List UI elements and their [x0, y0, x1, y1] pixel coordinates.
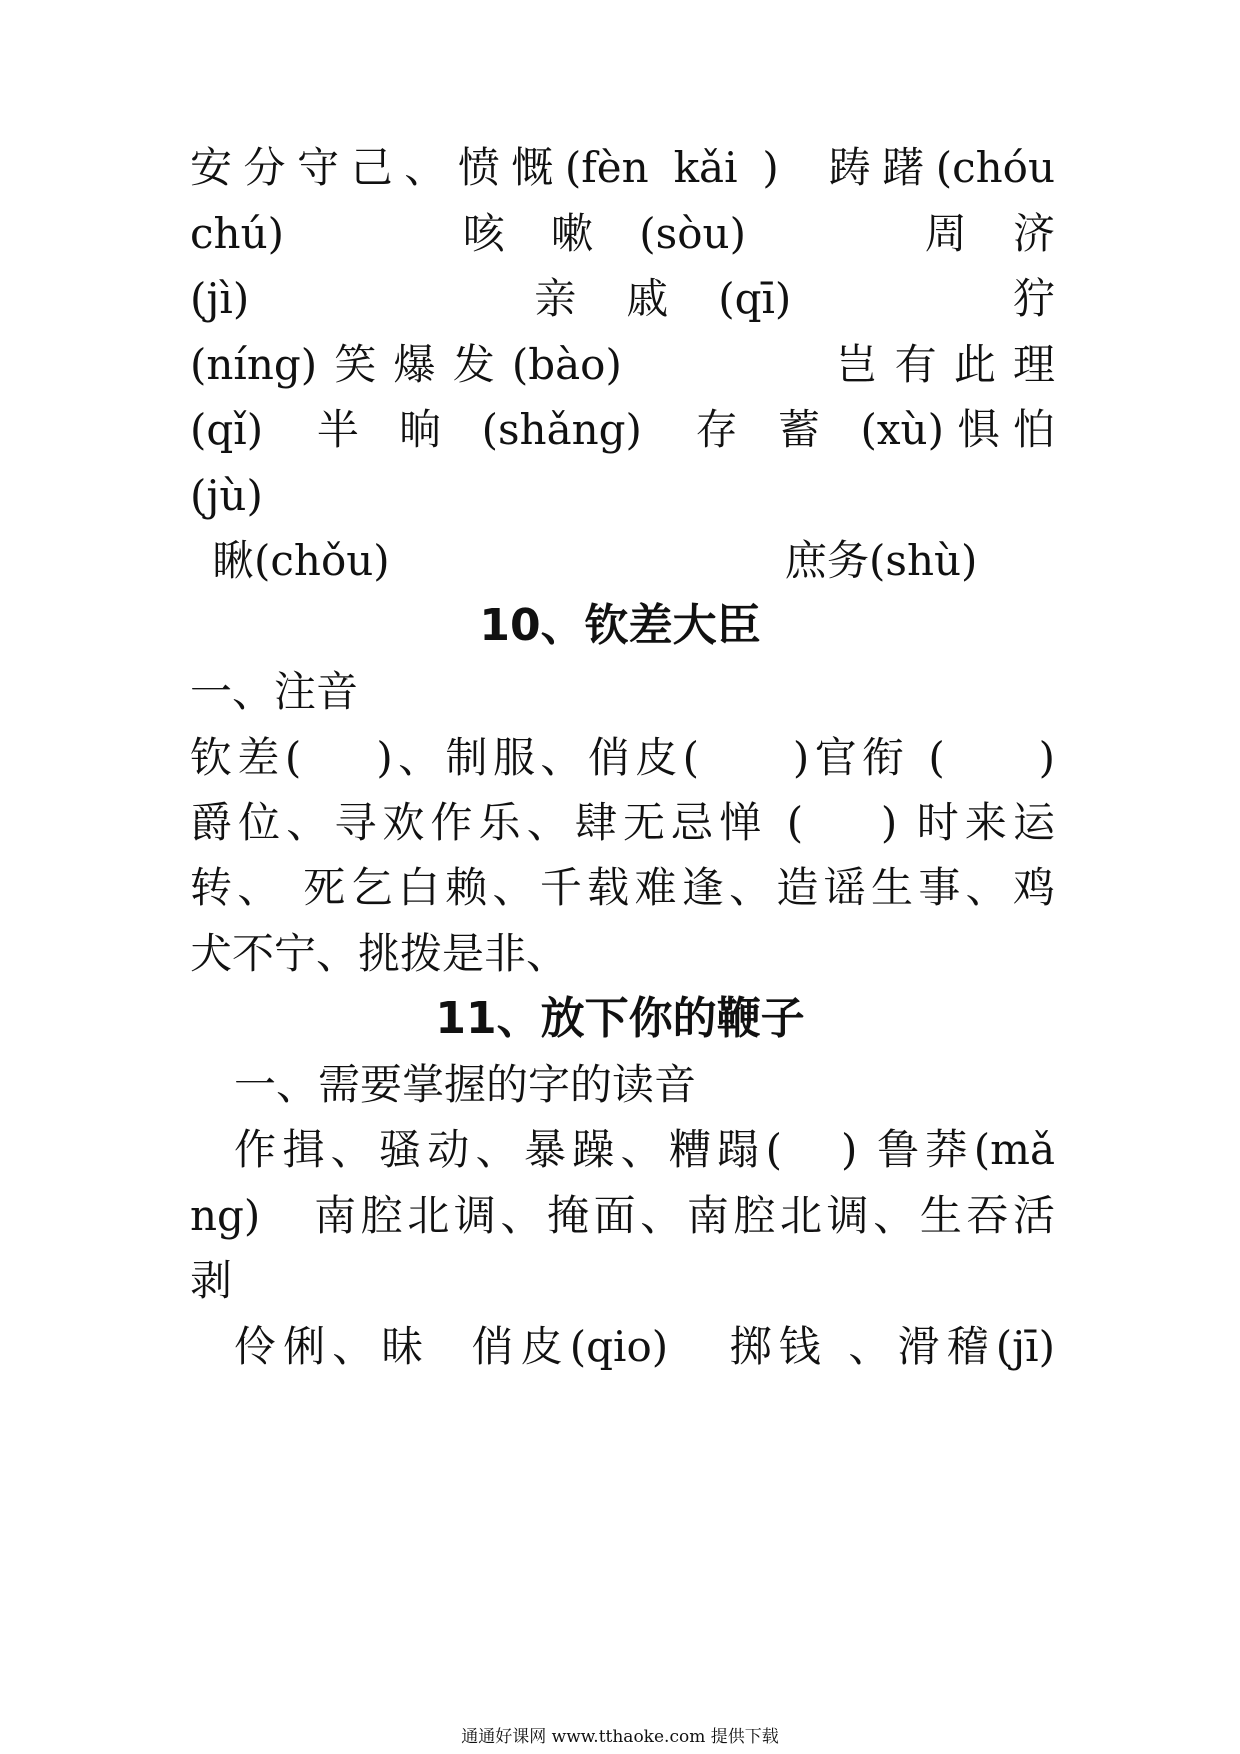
- lesson-10-line: 犬不宁、挑拨是非、: [190, 929, 569, 978]
- lesson-11-line: 伶俐、昧 俏皮(qio) 掷钱 、滑稽(jī): [234, 1322, 1055, 1371]
- lesson-10-line: 爵位、寻欢作乐、肆无忌惮 ( ) 时来运: [190, 798, 1055, 847]
- vocab-line: (níng)笑爆发(bào) 岂有此理: [190, 340, 1055, 389]
- lesson-10-heading: 一、注音: [190, 667, 359, 716]
- lesson-11-heading: 一、需要掌握的字的读音: [234, 1060, 697, 1109]
- lesson-11-line: 作揖、骚动、暴躁、糟蹋( ) 鲁莽(mǎ: [234, 1125, 1055, 1174]
- lesson-10-line: 钦差( )、制服、俏皮( )官衔 ( ): [190, 733, 1055, 782]
- lesson-11-line: 剥: [190, 1256, 233, 1305]
- vocab-line: 安分守己、愤慨(fèn kǎi ) 踌躇(chóu: [190, 143, 1055, 192]
- page-footer: 通通好课网 www.tthaoke.com 提供下载: [461, 1727, 779, 1747]
- vocab-line: (jì) 亲 戚 (qī) 狞: [190, 274, 1055, 323]
- lesson-11-title: 11、放下你的鞭子: [435, 993, 805, 1044]
- vocab-line: 庶务(shù): [785, 536, 978, 585]
- vocab-line: (jù): [190, 471, 263, 520]
- vocab-line: chú) 咳 嗽 (sòu) 周 济: [190, 209, 1055, 258]
- vocab-line: 瞅(chǒu): [212, 536, 390, 585]
- lesson-10-line: 转、 死乞白赖、千载难逢、造谣生事、鸡: [190, 863, 1055, 912]
- vocab-line: (qǐ) 半 晌 (shǎng) 存 蓄 (xù)惧怕: [190, 405, 1055, 454]
- lesson-11-line: ng) 南腔北调、掩面、南腔北调、生吞活: [190, 1191, 1055, 1240]
- lesson-10-title: 10、钦差大臣: [479, 600, 761, 651]
